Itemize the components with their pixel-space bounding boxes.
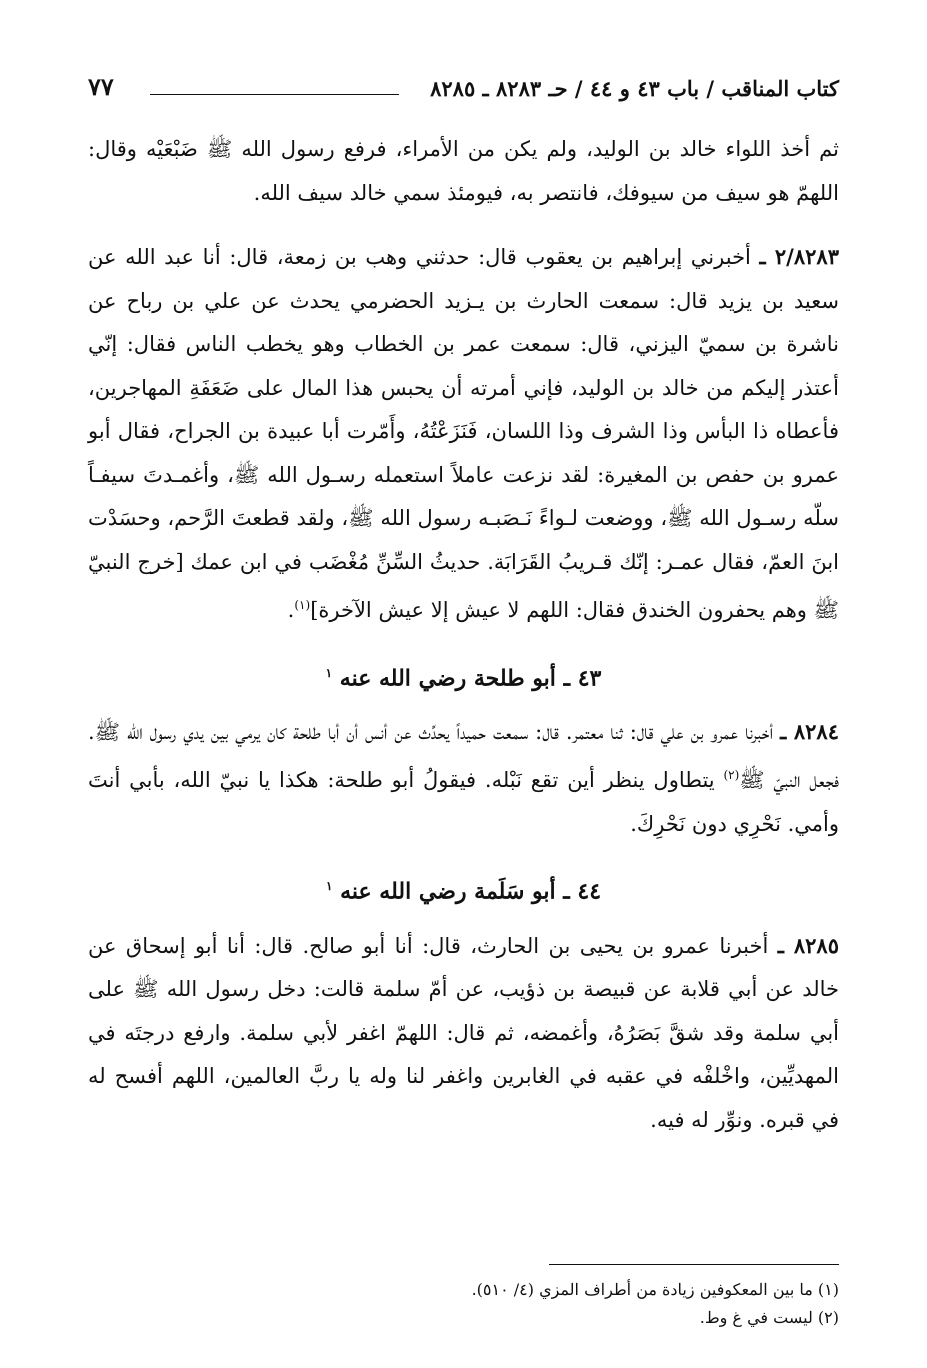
chapter-heading-43 bbox=[88, 655, 839, 696]
hadith-text-continued: يتطاول ينظر أين تقع نَبْله. فيقولُ أبو طلحة: هكذا يا نبيّ الله، بأبي أنتَ وأمي. نَحْرِي دون نَحْرِكَ. bbox=[88, 768, 839, 836]
footnote-ref: (١) bbox=[294, 598, 311, 612]
hadith-text: أخبرنا عمرو بن يحيى بن الحارث، قال: أنا أبو صالح. قال: أنا أبو إسحاق عن خالد عن أبي قلابة عن قبيصة بن ذؤيب، عن أمّ سلمة قالت: دخل رسول الله ﷺ على أبي سلمة وقد شقَّ بَصَرُهُ، وأغمضه، ثم قال: اللهمّ اغفر لأبي سلمة. وارفع درجتَه في المهديِّين، واخْلفْه في عقبه في الغابرين واغفر لنا وله يا ربَّ العالمين، اللهم أفسح له في قبره. ونوِّر له فيه. bbox=[88, 933, 839, 1132]
chapter-title: ٤٤ ـ أبو سَلَمة رضي الله عنه bbox=[340, 878, 602, 905]
main-text bbox=[88, 128, 839, 1142]
paragraph-continuation: ثم أخذ اللواء خالد بن الوليد، ولم يكن من الأمراء، فرفع رسول الله ﷺ ضَبْعَيْه وقال: اللهمّ هو سيف من سيوفك، فانتصر به، فيومئذ سمي خالد سيف الله. bbox=[88, 137, 839, 205]
footnote-2: (٢) ليست في غ وط. bbox=[699, 1308, 839, 1327]
footnotes bbox=[88, 1276, 839, 1332]
header-rule bbox=[150, 94, 399, 95]
chapter-title: ٤٣ ـ أبو طلحة رضي الله عنه bbox=[339, 664, 602, 691]
hadith-text: أخبرني إبراهيم بن يعقوب قال: حدثني وهب بن زمعة، قال: أنا عبد الله عن سعيد بن يزيد قال: سمعت الحارث بن يـزيد الحضرمي يحدث عن علي بن رباح عن ناشرة بن سميّ اليزني، قال: سمعت عمر بن الخطاب وهو يخطب الناس فقال: إنّي أعتذر إليكم من خالد بن الوليد، فإني أمرته أن يحبس هذا المال على ضَعَفَةِ المهاجرين، فأعطاه ذا البأس وذا الشرف وذا اللسان، فَنَزَعْتُهُ، وأَمّرت أبا عبيدة بن الجراح، فقال أبو عمرو بن حفص بن المغيرة: لقد نزعت عاملاً استعمله رسـول الله ﷺ، وأغمـدتَ سيفـاً سلّه رسـول الله ﷺ، ووضعت لـواءً نَـصَبـه رسول الله ﷺ، ولقد قطعتَ الرَّحم، وحسَدْت ابنَ العمّ، فقال عمـر: إنّك قـريبُ القَرَابَة. حديثُ السِّنِّ مُغْضَب في ابن عمك [خرج النبيّ ﷺ وهم يحفرون الخندق فقال: اللهم لا عيش إلا عيش الآخرة] bbox=[88, 245, 839, 622]
page-header bbox=[88, 68, 839, 108]
hadith-number: ٨٢٨٥ ـ bbox=[777, 932, 839, 958]
footnote-1: (١) ما بين المعكوفين زيادة من أطراف المزي (٤/ ٥١٠). bbox=[471, 1280, 839, 1299]
hadith-8284 bbox=[88, 710, 839, 847]
footnote-rule bbox=[549, 1264, 839, 1265]
hadith-text: أخبرنا عمرو بن علي قال: ثنا معتمر. قال: سمعت حميداً يحدِّث عن أنس أن أبا طلحة كان يرمي بين يدي رسول الله ﷺ. فجعل النبيّ ﷺ bbox=[88, 719, 839, 793]
footnote-ref: (٢) bbox=[723, 768, 740, 783]
chapter-footnote-ref: ١ bbox=[325, 665, 333, 680]
hadith-8285 bbox=[88, 924, 839, 1143]
running-title: كتاب المناقب / باب ٤٣ و ٤٤ / حـ ٨٢٨٣ ـ ٨٢٨٥ bbox=[430, 76, 839, 101]
page-number: ٧٧ bbox=[88, 72, 114, 101]
chapter-heading-44 bbox=[88, 868, 839, 909]
hadith-number: ٢/٨٢٨٣ ـ bbox=[759, 244, 839, 269]
chapter-footnote-ref: ١ bbox=[325, 879, 333, 894]
hadith-number: ٨٢٨٤ ـ bbox=[780, 718, 839, 744]
hadith-8283 bbox=[88, 235, 839, 633]
hadith-end: . bbox=[287, 598, 295, 622]
